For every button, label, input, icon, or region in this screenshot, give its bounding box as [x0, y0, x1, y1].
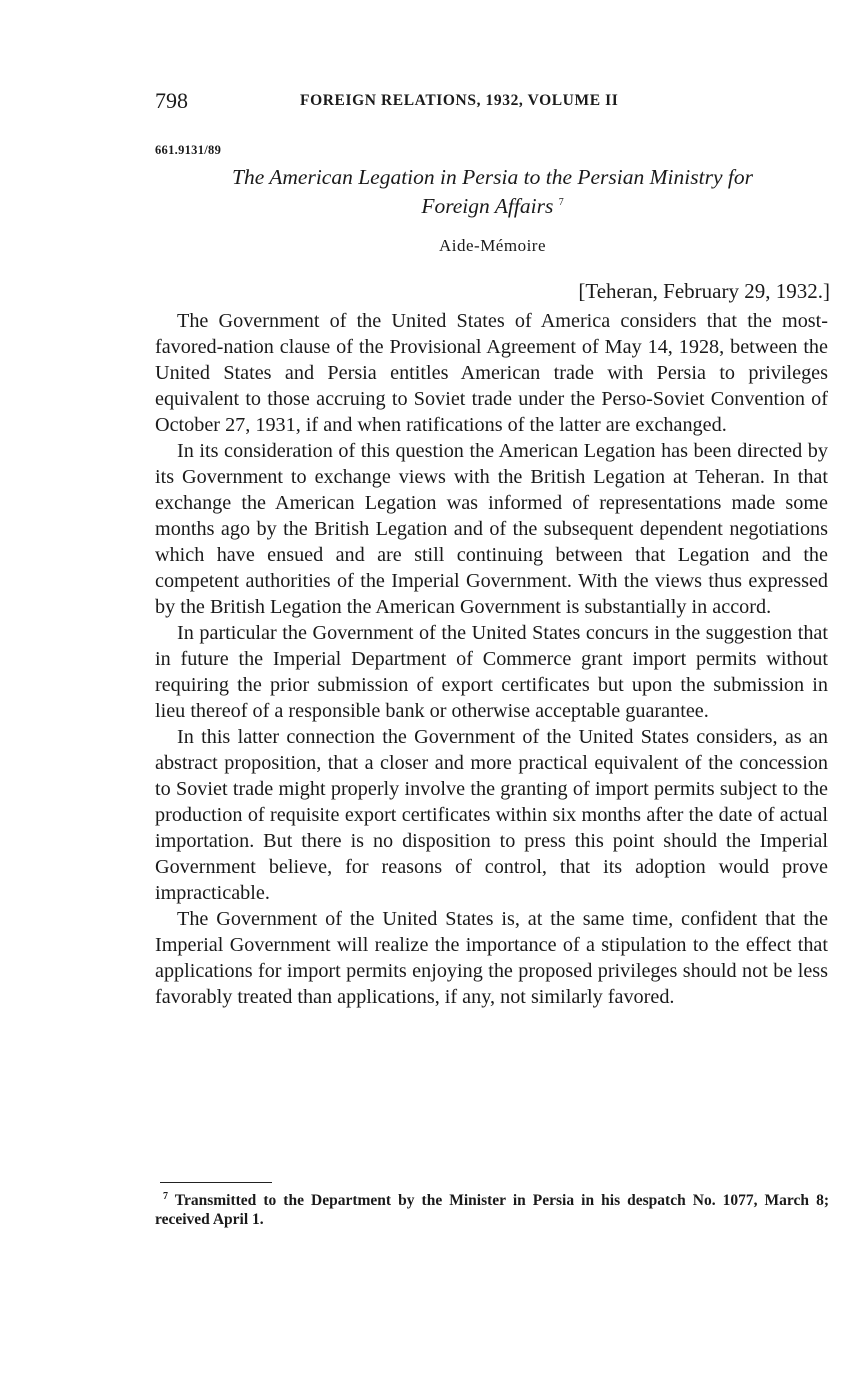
document-title: [155, 165, 830, 219]
footnote-mark: 7: [163, 1191, 168, 1202]
title-line-1: The American Legation in Persia to the Persian Ministry for: [232, 165, 753, 189]
footnote-rule: [160, 1182, 272, 1183]
footnote-text: Transmitted to the Department by the Minister in Persia in his despatch No. 1077, March 8; received April 1.: [155, 1192, 829, 1229]
title-footnote-mark: 7: [558, 197, 564, 208]
footnote: [155, 1187, 829, 1229]
paragraph: The Government of the United States is, at the same time, confident that the Imperial Government will realize the importance of a stipulation to the effect that applications for import permits enjoying the proposed privileges should not be less favorably treated than applications, if any, not similarly favored.: [155, 908, 828, 1008]
title-line-2-text: Foreign Affairs: [421, 194, 554, 219]
file-number: 661.9131/89: [155, 143, 222, 157]
paragraph: The Government of the United States of America considers that the most-favored-nation clause of the Provisional Agreement of May 14, 1928, between the United States and Persia entitles American trade with Persia to privileges equivalent to those accruing to Soviet trade under the Perso-Soviet Convention of October 27, 1931, if and when ratifications of the latter are exchanged.: [155, 310, 828, 436]
place-date: [Teheran, February 29, 1932.]: [578, 279, 830, 303]
page-header: [155, 88, 830, 118]
document-type: Aide-Mémoire: [438, 236, 547, 255]
footnote-line: [155, 1187, 829, 1229]
paragraph: In particular the Government of the United States concurs in the suggestion that in future the Imperial Department of Commerce grant import permits without requiring the prior submission of export certificates but upon the submission in lieu thereof of a responsible bank or otherwise acceptable guarantee.: [155, 622, 828, 722]
running-head: FOREIGN RELATIONS, 1932, VOLUME II: [300, 92, 619, 109]
paragraph: In this latter connection the Government of the United States considers, as an abstract proposition, that a closer and more practical equivalent of the concession to Soviet trade might properly involve the granting of import permits subject to the production of requisite export certificates within six months after the date of actual importation. But there is no disposition to press this point should the Imperial Government believe, for reasons of control, that its adoption would prove impracticable.: [155, 726, 828, 904]
page-number: 798: [155, 88, 188, 113]
paragraph: In its consideration of this question the American Legation has been directed by its Government to exchange views with the British Legation at Teheran. In that exchange the American Legation was informed of representations made some months ago by the British Legation and of the subsequent dependent negotiations which have ensued and are still continuing between that Legation and the competent authorities of the Imperial Government. With the views thus expressed by the British Legation the American Government is substantially in accord.: [155, 440, 828, 618]
title-line-2: [155, 190, 830, 219]
body-text: [155, 308, 828, 1010]
